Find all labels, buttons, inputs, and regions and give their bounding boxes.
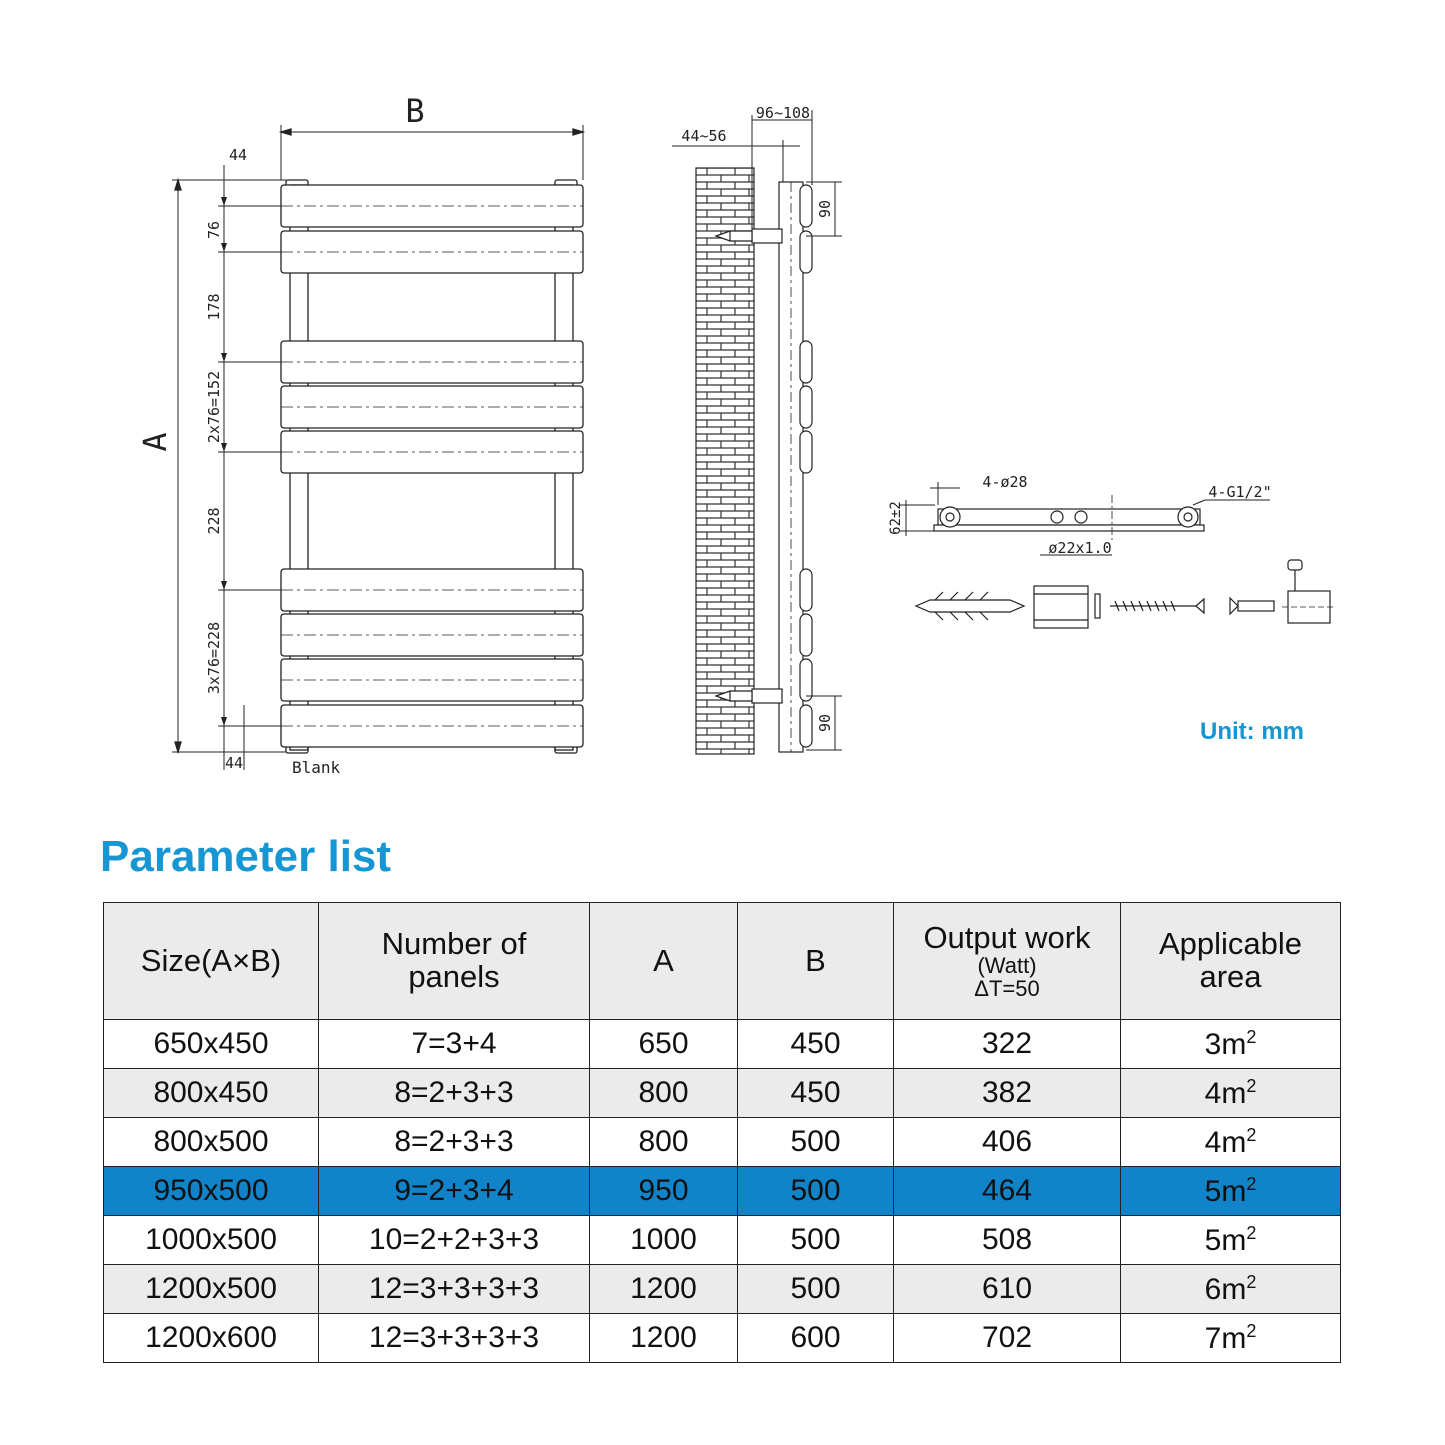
dim-3x76: 3x76=228 <box>205 621 223 695</box>
area-value: 5m <box>1204 1174 1247 1208</box>
cell-size: 1000x500 <box>104 1216 319 1265</box>
spacer-sleeve <box>1034 586 1088 628</box>
cell-panels: 12=3+3+3+3 <box>319 1314 590 1363</box>
cell-area <box>1121 1118 1341 1167</box>
table-row <box>104 1020 1341 1069</box>
table-row <box>104 1216 1341 1265</box>
cell-size: 1200x500 <box>104 1265 319 1314</box>
dim-top-90: 90 <box>816 199 834 219</box>
cell-b: 500 <box>738 1216 894 1265</box>
bracket-height-label: 62±2 <box>888 501 904 535</box>
cell-panels: 9=2+3+4 <box>319 1167 590 1216</box>
header-size: Size(A×B) <box>104 903 319 1020</box>
dim-bottom-offset: 44 <box>224 754 244 772</box>
area-value: 5m <box>1204 1223 1247 1257</box>
cell-output: 464 <box>894 1167 1121 1216</box>
cell-b: 600 <box>738 1314 894 1363</box>
dim-depth: 96~108 <box>755 104 811 122</box>
cell-area <box>1121 1314 1341 1363</box>
header-a: A <box>590 903 738 1020</box>
cell-a: 1200 <box>590 1265 738 1314</box>
fixing-kit <box>916 560 1336 628</box>
dim-178: 178 <box>205 293 223 321</box>
cell-panels: 12=3+3+3+3 <box>319 1265 590 1314</box>
header-b: B <box>738 903 894 1020</box>
cell-b: 450 <box>738 1020 894 1069</box>
area-exponent: 2 <box>1246 1222 1257 1243</box>
bracket-pipe-label: ø22x1.0 <box>1048 539 1112 557</box>
table-row <box>104 1265 1341 1314</box>
dim-bottom-90: 90 <box>816 713 834 733</box>
cell-area <box>1121 1265 1341 1314</box>
cell-output: 406 <box>894 1118 1121 1167</box>
cell-area <box>1121 1020 1341 1069</box>
cell-output: 610 <box>894 1265 1121 1314</box>
cell-b: 500 <box>738 1118 894 1167</box>
area-exponent: 2 <box>1246 1075 1257 1096</box>
cell-size: 800x450 <box>104 1069 319 1118</box>
table-row-highlighted <box>104 1167 1341 1216</box>
cell-size: 950x500 <box>104 1167 319 1216</box>
nut-block <box>1282 560 1336 623</box>
unit-label: Unit: mm <box>1200 718 1304 745</box>
cell-a: 1200 <box>590 1314 738 1363</box>
dim-228: 228 <box>205 507 223 535</box>
header-panels: Number of panels <box>319 903 590 1020</box>
cell-panels: 7=3+4 <box>319 1020 590 1069</box>
area-exponent: 2 <box>1246 1173 1257 1194</box>
header-area: Applicable area <box>1121 903 1341 1020</box>
cell-panels: 8=2+3+3 <box>319 1118 590 1167</box>
header-output-unit: (Watt) <box>977 953 1037 979</box>
section-title: Parameter list <box>100 832 392 881</box>
height-label-a: A <box>136 432 174 452</box>
area-value: 7m <box>1204 1321 1247 1355</box>
area-value: 3m <box>1204 1027 1247 1061</box>
width-label-b: B <box>405 92 425 130</box>
blank-label: Blank <box>292 758 341 777</box>
table-row <box>104 1118 1341 1167</box>
brick-wall <box>696 168 754 754</box>
cell-a: 800 <box>590 1069 738 1118</box>
dim-wall-gap: 44~56 <box>681 127 727 145</box>
area-exponent: 2 <box>1246 1124 1257 1145</box>
wood-screw <box>1110 599 1204 613</box>
cell-b: 500 <box>738 1167 894 1216</box>
cell-output: 382 <box>894 1069 1121 1118</box>
table-row <box>104 1314 1341 1363</box>
bracket-thread-label: 4-G1/2" <box>1208 483 1272 501</box>
cell-a: 1000 <box>590 1216 738 1265</box>
table-row <box>104 1069 1341 1118</box>
cell-size: 650x450 <box>104 1020 319 1069</box>
cell-area <box>1121 1216 1341 1265</box>
cell-b: 450 <box>738 1069 894 1118</box>
area-value: 4m <box>1204 1076 1247 1110</box>
cell-area <box>1121 1069 1341 1118</box>
cell-area <box>1121 1167 1341 1216</box>
header-output-main: Output work <box>923 919 1091 955</box>
cell-panels: 8=2+3+3 <box>319 1069 590 1118</box>
front-view <box>172 125 583 770</box>
cell-a: 650 <box>590 1020 738 1069</box>
cell-a: 950 <box>590 1167 738 1216</box>
cell-panels: 10=2+2+3+3 <box>319 1216 590 1265</box>
header-output <box>894 903 1121 1020</box>
area-value: 6m <box>1204 1272 1247 1306</box>
cell-output: 322 <box>894 1020 1121 1069</box>
area-exponent: 2 <box>1246 1026 1257 1047</box>
dim-2x76: 2x76=152 <box>205 370 223 444</box>
area-exponent: 2 <box>1246 1271 1257 1292</box>
wall-plug <box>916 592 1024 620</box>
cell-output: 702 <box>894 1314 1121 1363</box>
panels <box>281 185 583 747</box>
cell-output: 508 <box>894 1216 1121 1265</box>
area-exponent: 2 <box>1246 1320 1257 1341</box>
cell-size: 800x500 <box>104 1118 319 1167</box>
cell-b: 500 <box>738 1265 894 1314</box>
bolt <box>1230 598 1274 614</box>
dim-top-offset: 44 <box>228 146 248 164</box>
cell-size: 1200x600 <box>104 1314 319 1363</box>
cell-a: 800 <box>590 1118 738 1167</box>
header-output-delta: ΔT=50 <box>974 976 1040 1002</box>
dim-76: 76 <box>205 220 223 240</box>
bracket-holes-label: 4-ø28 <box>982 473 1028 491</box>
table-header-row <box>104 903 1341 1020</box>
parameter-table <box>103 902 1341 1363</box>
area-value: 4m <box>1204 1125 1247 1159</box>
